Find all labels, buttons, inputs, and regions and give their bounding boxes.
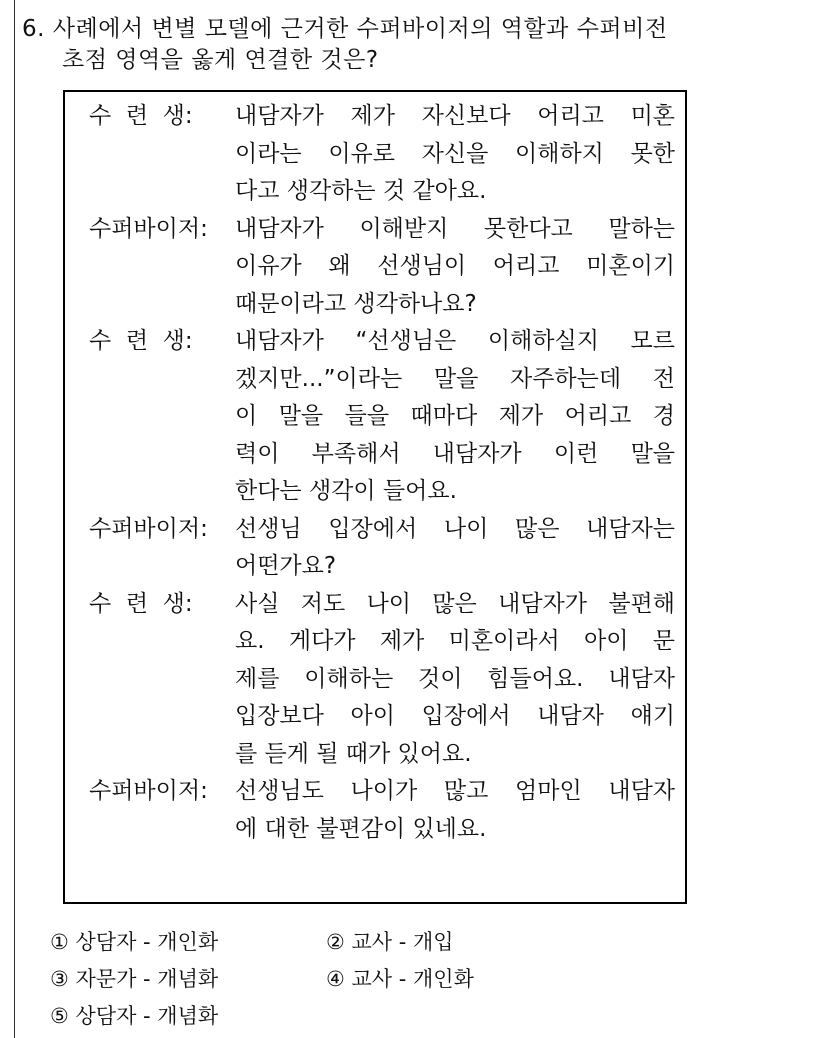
utterance <box>235 511 675 586</box>
option-2[interactable]: ② 교사 - 개입 <box>326 930 454 954</box>
speaker-label: 수 련 생: <box>89 328 193 354</box>
dialogue-turn <box>89 773 679 848</box>
utterance-line: 이유가 왜 선생님이 어리고 미혼이기 <box>235 253 675 279</box>
utterance-line: 선생님도 나이가 많고 엄마인 내담자 <box>235 778 675 804</box>
speaker-label: 수퍼바이저: <box>89 778 208 804</box>
question-line-1 <box>22 14 802 45</box>
utterance <box>235 773 675 848</box>
utterance-line: 사실 저도 나이 많은 내담자가 불편해 <box>235 590 675 617</box>
utterance-line: 선생님 입장에서 나이 많은 내담자는 <box>235 515 675 542</box>
speaker-label: 수 련 생: <box>89 103 193 129</box>
utterance-line: 력이 부족해서 내담자가 이런 말을 <box>235 440 675 467</box>
answer-options <box>50 924 602 1035</box>
dialogue-turn <box>89 98 679 211</box>
utterance-line: 를 듣게 될 때가 있어요. <box>235 740 472 767</box>
option-row <box>50 998 602 1035</box>
option-3[interactable]: ③ 자문가 - 개념화 <box>50 967 219 991</box>
option-5[interactable]: ⑤ 상담자 - 개념화 <box>50 1004 219 1028</box>
question-text-line-1: 사례에서 변별 모델에 근거한 수퍼바이저의 역할과 수퍼비전 <box>52 16 668 42</box>
utterance-line: 다고 생각하는 것 같아요. <box>235 178 487 204</box>
utterance-line: 에 대한 불편감이 있네요. <box>235 815 487 842</box>
question-text-line-2: 초점 영역을 옳게 연결한 것은? <box>62 47 379 73</box>
utterance-line: 제를 이해하는 것이 힘들어요. 내담자 <box>235 665 675 692</box>
utterance-line: 어떤가요? <box>235 553 337 579</box>
utterance <box>235 586 675 774</box>
dialogue-turn <box>89 211 679 324</box>
utterance-line: 겠지만...”이라는 말을 자주하는데 전 <box>235 365 675 392</box>
utterance-line: 내담자가 이해받지 못한다고 말하는 <box>235 215 675 242</box>
utterance <box>235 323 675 511</box>
dialogue <box>89 98 679 848</box>
utterance-line: 입장보다 아이 입장에서 내담자 얘기 <box>235 703 675 729</box>
speaker-label: 수퍼바이저: <box>89 515 208 542</box>
speaker-label: 수 련 생: <box>89 590 193 617</box>
dialogue-turn <box>89 323 679 511</box>
case-dialogue-box <box>63 90 687 904</box>
option-row <box>50 924 602 961</box>
utterance-line: 내담자가 “선생님은 이해하실지 모르 <box>235 328 675 354</box>
left-margin-rule <box>14 0 15 1038</box>
utterance-line: 요. 게다가 제가 미혼이라서 아이 문 <box>235 628 675 654</box>
utterance-line: 이 말을 들을 때마다 제가 어리고 경 <box>235 403 675 429</box>
utterance-line: 내담자가 제가 자신보다 어리고 미혼 <box>235 103 675 129</box>
utterance <box>235 211 675 324</box>
question-number: 6. <box>22 16 45 42</box>
speaker-label: 수퍼바이저: <box>89 215 208 242</box>
option-1[interactable]: ① 상담자 - 개인화 <box>50 930 219 954</box>
utterance-line: 한다는 생각이 들어요. <box>235 478 457 504</box>
utterance <box>235 98 675 211</box>
question-stem <box>22 14 802 76</box>
utterance-line: 때문이라고 생각하나요? <box>235 290 477 317</box>
utterance-line: 이라는 이유로 자신을 이해하지 못한 <box>235 140 675 167</box>
dialogue-turn <box>89 586 679 774</box>
option-row <box>50 961 602 998</box>
dialogue-turn <box>89 511 679 586</box>
option-4[interactable]: ④ 교사 - 개인화 <box>326 967 474 991</box>
